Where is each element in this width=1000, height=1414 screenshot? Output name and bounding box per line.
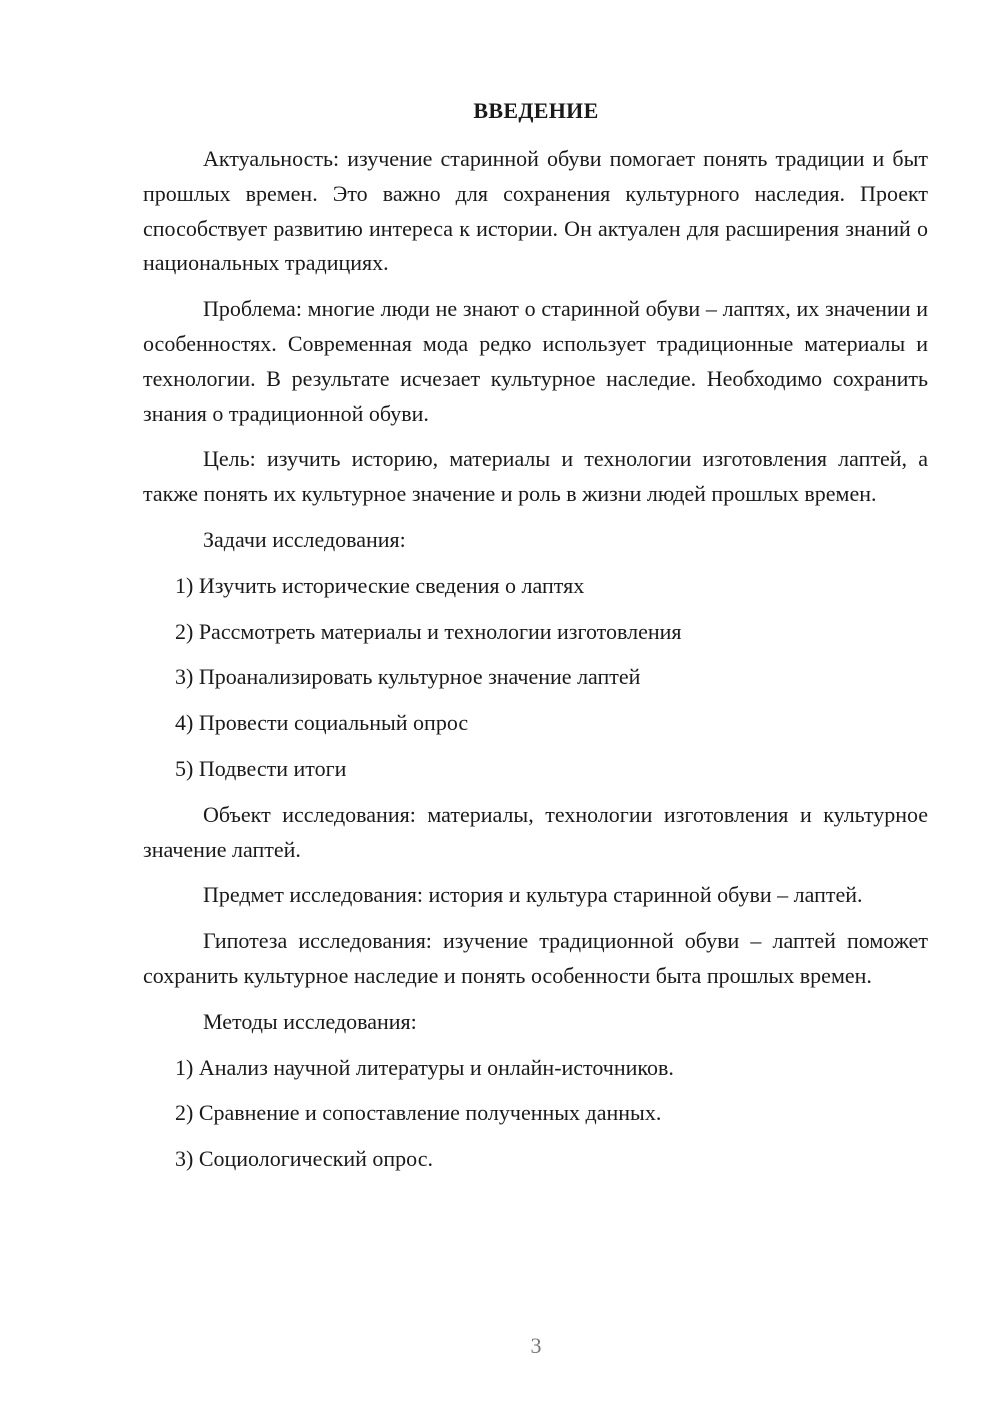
list-item-task-3: 3) Проанализировать культурное значение лаптей	[175, 664, 641, 690]
list-item-method-2: 2) Сравнение и сопоставление полученных данных.	[175, 1100, 662, 1126]
paragraph-tasks-heading: Задачи исследования:	[203, 526, 406, 552]
list-item-task-1: 1) Изучить исторические сведения о лаптях	[175, 572, 585, 598]
page-title: ВВЕДЕНИЕ	[473, 98, 599, 123]
list-item-task-5: 5) Подвести итоги	[175, 755, 347, 781]
list-item-task-4: 4) Провести социальный опрос	[175, 710, 469, 736]
paragraph-methods-heading: Методы исследования:	[203, 1008, 417, 1034]
paragraph-goal: Цель: изучить историю, материалы и технологии изготовления лаптей, а также понять их культурное значение и роль в жизни людей прошлых времен.	[143, 446, 928, 507]
list-item-method-1: 1) Анализ научной литературы и онлайн-источников.	[175, 1054, 674, 1080]
page-number: 3	[530, 1333, 542, 1358]
paragraph-relevance: Актуальность: изучение старинной обуви помогает понять традиции и быт прошлых времен. Это важно для сохранения культурного наследия. Проект способствует развитию интереса к истории. Он актуален для расширения знаний о национальных традициях.	[143, 146, 928, 276]
paragraph-object: Объект исследования: материалы, технологии изготовления и культурное значение лаптей.	[143, 801, 928, 862]
paragraph-problem: Проблема: многие люди не знают о старинной обуви – лаптях, их значении и особенностях. Современная мода редко использует традиционные материалы и технологии. В результате исчезает культурное наследие. Необходимо сохранить знания о традиционной обуви.	[143, 296, 928, 426]
document-body	[143, 142, 928, 1188]
list-item-method-3: 3) Социологический опрос.	[175, 1146, 433, 1172]
paragraph-hypothesis: Гипотеза исследования: изучение традиционной обуви – лаптей поможет сохранить культурное наследие и понять особенности быта прошлых времен.	[143, 928, 928, 988]
paragraph-subject: Предмет исследования: история и культура старинной обуви – лаптей.	[203, 882, 863, 908]
list-item-task-2: 2) Рассмотреть материалы и технологии изготовления	[175, 618, 682, 644]
